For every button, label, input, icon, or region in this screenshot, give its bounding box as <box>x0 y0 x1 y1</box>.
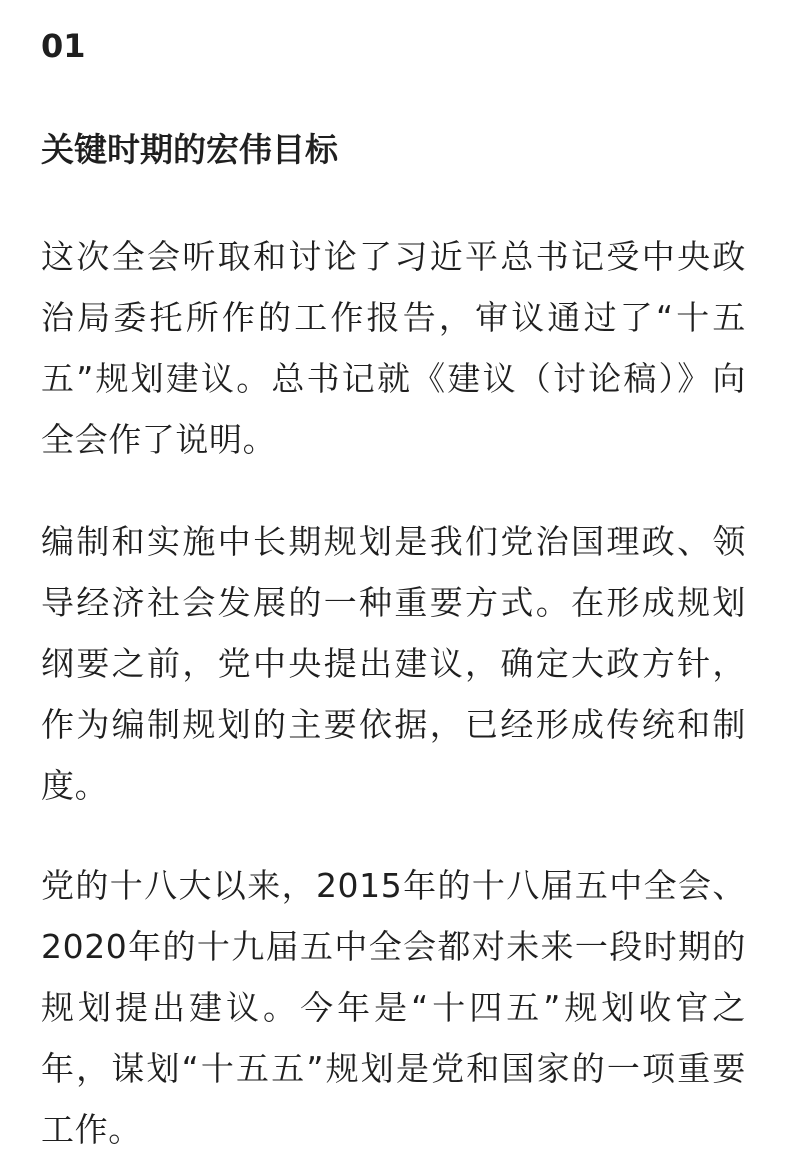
section-title: 关键时期的宏伟目标 <box>41 130 338 169</box>
paragraph-planning-tradition: 编制和实施中长期规划是我们党治国理政、领导经济社会发展的一种重要方式。在形成规划纲要之前，党中央提出建议，确定大政方针，作为编制规划的主要依据，已经形成传统和制度。 <box>41 522 746 805</box>
paragraph-plenary-session: 这次全会听取和讨论了习近平总书记受中央政治局委托所作的工作报告，审议通过了“十五五”规划建议。总书记就《建议（讨论稿）》向全会作了说明。 <box>41 237 746 459</box>
paragraph-recent-plans: 党的十八大以来，2015年的十八届五中全会、2020年的十九届五中全会都对未来一段时期的规划提出建议。今年是“十四五”规划收官之年，谋划“十五五”规划是党和国家的一项重要工作。 <box>41 866 746 1149</box>
section-number: 01 <box>41 27 86 65</box>
